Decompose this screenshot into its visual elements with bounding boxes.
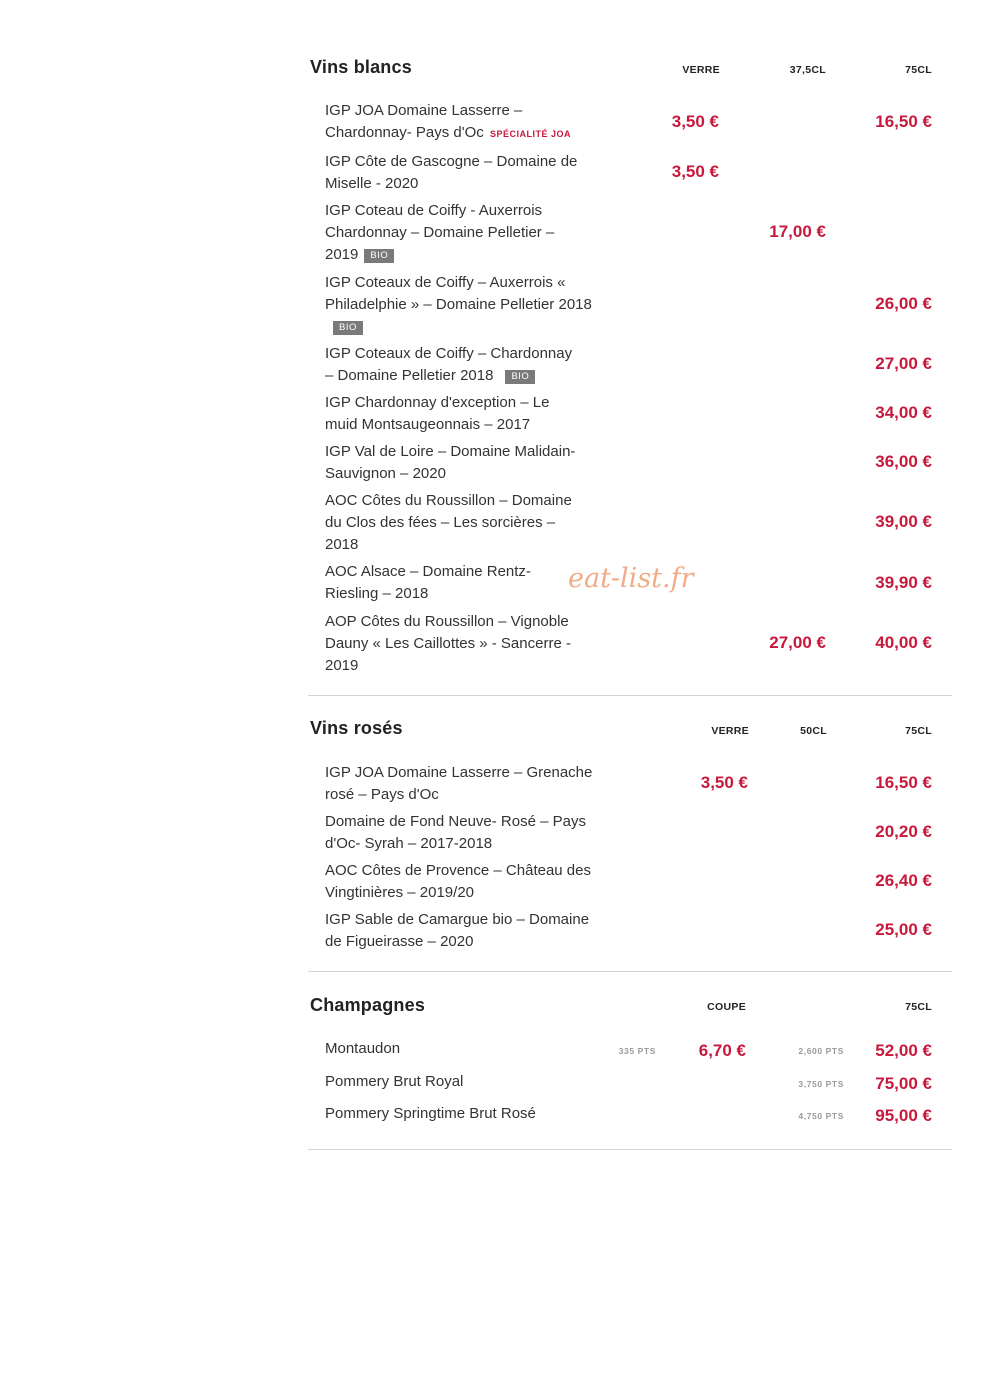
wine-name-line: Riesling – 2018 <box>325 585 429 602</box>
wine-name <box>325 811 625 855</box>
points-75cl: 4,750 PTS <box>798 1111 844 1121</box>
wine-name-line: Chardonnay – Domaine Pelletier – <box>325 224 555 241</box>
wine-name-line: muid Montsaugeonnais – 2017 <box>325 416 531 433</box>
wine-name-line: IGP Sable de Camargue bio – Domaine <box>325 911 590 928</box>
wine-name-line: Miselle - 2020 <box>325 175 419 192</box>
price-verre: 3,50 € <box>671 162 719 181</box>
wine-name <box>325 909 625 953</box>
wine-name-line: Domaine de Fond Neuve- Rosé – Pays <box>325 813 586 830</box>
col-header-75cl: 75CL <box>905 1001 932 1013</box>
points-coupe: 335 PTS <box>618 1046 656 1056</box>
section-title: Vins rosés <box>310 718 403 738</box>
wine-name-line: AOC Alsace – Domaine Rentz- <box>325 563 531 580</box>
wine-name-line: IGP Coteau de Coiffy - Auxerrois <box>325 202 543 219</box>
wine-name-line: – Domaine Pelletier 2018 <box>325 367 494 384</box>
price-75cl: 27,00 € <box>875 354 932 373</box>
wine-name-line: IGP JOA Domaine Lasserre – <box>325 102 523 119</box>
col-header-37cl: 37,5CL <box>789 64 826 76</box>
price-75cl: 39,90 € <box>875 573 932 592</box>
price-verre: 3,50 € <box>700 773 748 792</box>
bio-badge: BIO <box>364 249 394 263</box>
section-title: Champagnes <box>310 995 426 1015</box>
wine-name: Pommery Brut Royal <box>325 1073 464 1090</box>
col-header-verre: VERRE <box>711 725 749 737</box>
col-header-50cl: 50CL <box>800 725 827 737</box>
wine-name-line: Dauny « Les Caillottes » - Sancerre - <box>325 635 571 652</box>
wine-name-line: Chardonnay- Pays d'Oc <box>325 124 484 141</box>
points-75cl: 2,600 PTS <box>798 1046 844 1056</box>
wine-name-line: AOC Côtes de Provence – Château des <box>325 862 591 879</box>
price-37cl: 27,00 € <box>769 633 826 652</box>
wine-name-line: du Clos des fées – Les sorcières – <box>325 514 556 531</box>
wine-name-line: IGP Côte de Gascogne – Domaine de <box>325 153 578 170</box>
wine-name-line: 2019 <box>325 657 359 674</box>
price-verre: 3,50 € <box>671 112 719 131</box>
wine-name <box>325 860 625 904</box>
col-header-75cl: 75CL <box>905 725 932 737</box>
section-divider <box>308 971 952 972</box>
price-75cl: 36,00 € <box>875 452 932 471</box>
bio-badge: BIO <box>505 370 535 384</box>
price-75cl: 40,00 € <box>875 633 932 652</box>
wine-name-line: 2019 <box>325 246 359 263</box>
price-75cl: 52,00 € <box>875 1041 932 1060</box>
price-75cl: 75,00 € <box>875 1074 932 1093</box>
wine-name-line: AOP Côtes du Roussillon – Vignoble <box>325 613 569 630</box>
section-title: Vins blancs <box>310 57 412 77</box>
wine-name <box>325 441 625 485</box>
price-75cl: 34,00 € <box>875 403 932 422</box>
price-37cl: 17,00 € <box>769 222 826 241</box>
bio-badge: BIO <box>333 321 363 335</box>
price-coupe: 6,70 € <box>698 1041 746 1060</box>
wine-name-line: IGP Coteaux de Coiffy – Auxerrois « <box>325 274 566 291</box>
wine-name <box>325 611 625 677</box>
wine-name <box>325 392 625 436</box>
col-header-75cl: 75CL <box>905 64 932 76</box>
wine-name-line: Vingtinières – 2019/20 <box>325 884 475 901</box>
wine-name <box>325 272 625 338</box>
price-75cl: 26,00 € <box>875 294 932 313</box>
wine-name: Montaudon <box>325 1040 401 1057</box>
section-divider <box>308 695 952 696</box>
specialite-tag: SPÉCIALITÉ JOA <box>489 129 571 139</box>
watermark: eat-list.fr <box>568 563 694 594</box>
wine-name-line: 2018 <box>325 536 359 553</box>
wine-name-line: Sauvignon – 2020 <box>325 465 446 482</box>
col-header-coupe: COUPE <box>707 1001 746 1013</box>
wine-name-line: IGP Coteaux de Coiffy – Chardonnay <box>325 345 573 362</box>
col-header-verre: VERRE <box>682 64 720 76</box>
wine-name <box>325 151 625 195</box>
price-75cl: 25,00 € <box>875 920 932 939</box>
price-75cl: 26,40 € <box>875 871 932 890</box>
wine-name-line: IGP Val de Loire – Domaine Malidain- <box>325 443 576 460</box>
price-75cl: 95,00 € <box>875 1106 932 1125</box>
wine-name-line: rosé – Pays d'Oc <box>325 786 439 803</box>
wine-name: Pommery Springtime Brut Rosé <box>325 1105 536 1122</box>
wine-name-line: AOC Côtes du Roussillon – Domaine <box>325 492 572 509</box>
wine-name <box>325 100 625 145</box>
wine-name <box>325 343 625 387</box>
price-75cl: 20,20 € <box>875 822 932 841</box>
wine-name-line: IGP Chardonnay d'exception – Le <box>325 394 550 411</box>
wine-name-line: IGP JOA Domaine Lasserre – Grenache <box>325 764 593 781</box>
price-75cl: 16,50 € <box>875 112 932 131</box>
wine-name-line: Philadelphie » – Domaine Pelletier 2018 <box>325 296 592 313</box>
section-divider <box>308 1149 952 1150</box>
price-75cl: 39,00 € <box>875 512 932 531</box>
wine-name-line: de Figueirasse – 2020 <box>325 933 474 950</box>
wine-name <box>325 490 625 556</box>
wine-name-line: d'Oc- Syrah – 2017-2018 <box>325 835 493 852</box>
price-75cl: 16,50 € <box>875 773 932 792</box>
wine-name <box>325 200 625 266</box>
wine-name <box>325 762 625 806</box>
points-75cl: 3,750 PTS <box>798 1079 844 1089</box>
